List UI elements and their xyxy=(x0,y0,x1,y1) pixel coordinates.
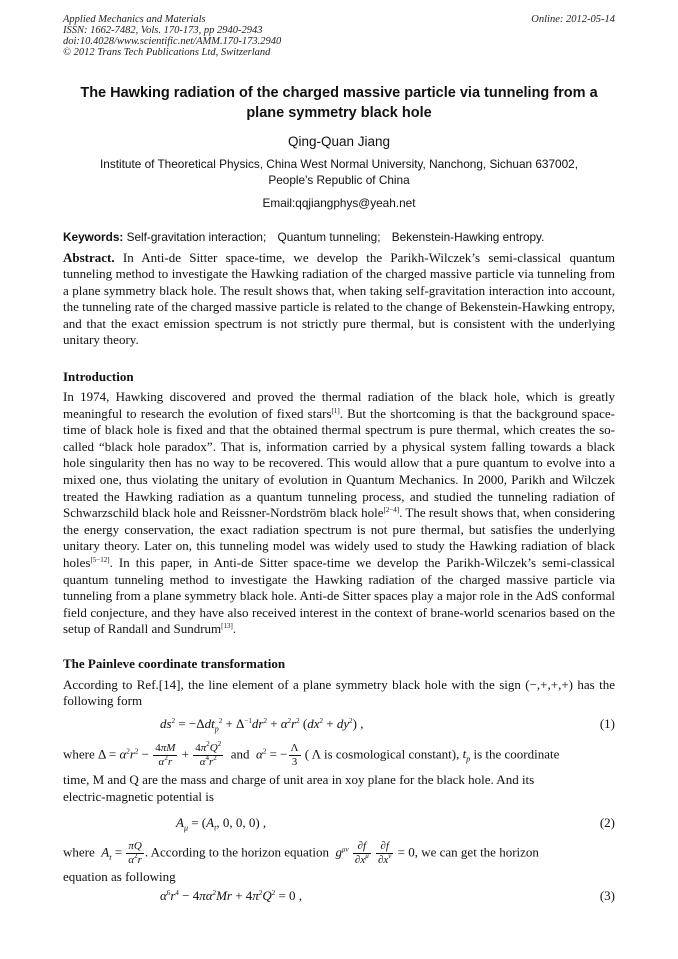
paper-title: The Hawking radiation of the charged massive particle via tunneling from a plane symmetry black hole xyxy=(80,85,598,121)
citation: [2−4] xyxy=(383,506,400,515)
keyword: Quantum tunneling; xyxy=(277,230,381,244)
abstract-text: In Anti-de Sitter space-time, we develop the Parikh-Wilczek’s semi-classical quantum tunneling method to investigate the Hawking radiation of the charged massive particle via tunneling from a plane symmetry black hole. The result shows that, when taking self-gravitation interaction into account, the tunneling rate of the charged massive particle is related to the change of Bekenstein-Hawking entropy, and that the exact emission spectrum is not strictly pure thermal, but is consistent with the underlying unitary theory. xyxy=(63,250,615,348)
author-email: Email:qqjiangphys@yeah.net xyxy=(262,196,416,210)
intro-text: . In this paper, in Anti-de Sitter space-time we develop the Parikh-Wilczek’s semi-classical quantum tunneling method to investigate the Hawking radiation of the charged massive particle via tunneling from a plane symmetry black hole. Anti-de Sitter spaces play a major role in the AdS conformal field conjecture, and they have also received interest in the context of brane-world scenarios based on the setup of Randall and Sundrum xyxy=(63,554,615,637)
equation-2: $A_\mu = (A_t$, 0, 0, 0) , xyxy=(176,815,267,833)
intro-text: . But the shortcoming is that the background space-time of black hole is fixed and that the obtained thermal spectrum is pure thermal, which creates the so-called “black hole paradox”. That is, information carried by a physical system falling towards a black hole singularity then has no way to be recovered. This would allow that a pure quantum to evolve into a mixed one, thus violating the unitary of evolution in Quantum Mechanics. In 2000, Parikh and Wilczek treated the Hawking radiation as a quantum tunneling process, and studied the tunneling radiation of Schwarzschild black hole and Reissner-Nordström black hole xyxy=(63,405,615,521)
keyword: Bekenstein-Hawking entropy. xyxy=(391,230,545,244)
abstract-label: Abstract. xyxy=(63,250,115,265)
equation-1: $ds^2 = -\Delta dt_p^2 + \Delta^{-1}dr^2 + \alpha^2r^2$ $(dx^2 + dy^2)$ , xyxy=(160,716,364,734)
equation-number: (1) xyxy=(599,716,615,731)
journal-header xyxy=(63,14,281,58)
affiliation-line: Institute of Theoretical Physics, China West Normal University, Nanchong, Sichuan 637002, xyxy=(99,157,578,171)
section-heading-painleve: The Painleve coordinate transformation xyxy=(63,656,286,671)
section-heading-introduction: Introduction xyxy=(63,369,134,384)
painleve-paragraph: According to Ref.[14], the line element of a plane symmetry black hole with the sign (−,+,+,+) has the following form xyxy=(63,677,615,709)
copyright-line: © 2012 Trans Tech Publications Ltd, Switzerland xyxy=(63,47,271,58)
affiliation-line: People's Republic of China xyxy=(268,172,410,187)
introduction-paragraph xyxy=(63,389,615,638)
where-text: , we can get the horizon xyxy=(414,844,539,860)
equation-3: $\alpha^6r^4 - 4\pi\alpha^2Mr + 4\pi^2Q^2 = 0$ , xyxy=(160,888,303,903)
affiliation xyxy=(63,157,615,188)
journal-name: Applied Mechanics and Materials xyxy=(63,14,206,25)
doi-line: doi:10.4028/www.scientific.net/AMM.170-173.2940 xyxy=(63,36,282,47)
keyword: Self-gravitation interaction; xyxy=(126,230,267,244)
where-line-4: where $A_t$ = $\frac{\pi Q}{\alpha^2r}$ . According to the horizon equation $g^{\mu\nu}$ $\frac{\partial f}{\partial x^\mu}$ $\frac{\partial f}{\partial x^\nu}$ = 0, we can get the horizon xyxy=(63,840,539,866)
online-date: Online: 2012-05-14 xyxy=(531,14,615,25)
where-text: and xyxy=(230,746,250,762)
intro-text: . The result shows that, when considering the energy conservation, the exact radiation spectrum is not pure thermal, but satisfies the underlying unitary theory. Later on, this tunneling model was widely used to study the Hawking radiation of black holes xyxy=(63,505,615,570)
where-text: ( Λ is cosmological constant), xyxy=(304,746,460,762)
where-line-2: time, M and Q are the mass and charge of unit area in xoy plane for the black hole. And its xyxy=(63,772,535,787)
where-line-1: where $\Delta = \alpha^2r^2$ − $\frac{4\pi M}{\alpha^2r}$ + $\frac{4\pi^2Q^2}{\alpha^4r^2}$ and $\alpha^2$ = − $\frac{\Lambda}{3}$ ( Λ is cosmological constant), $t_p$ is the coordinate xyxy=(63,740,560,768)
where-text: . According to the horizon equation xyxy=(144,844,329,860)
keywords xyxy=(63,230,615,244)
where-text: is the coordinate xyxy=(473,746,560,762)
issn-line: ISSN: 1662-7482, Vols. 170-173, pp 2940-2943 xyxy=(63,25,263,36)
citation: [13] xyxy=(221,622,233,631)
intro-text: . xyxy=(232,621,237,637)
equation-number: (2) xyxy=(599,815,615,830)
where-line-3: electric-magnetic potential is xyxy=(63,789,214,804)
citation: [5−12] xyxy=(90,555,110,564)
citation: [1] xyxy=(331,406,340,415)
abstract xyxy=(63,250,615,348)
where-text: where xyxy=(63,746,95,762)
equation-number: (3) xyxy=(599,888,615,903)
intro-text: In 1974, Hawking discovered and proved the thermal radiation of the black hole, which is greatly meaningful to research the evolution of fixed stars xyxy=(63,389,615,421)
where-text: where xyxy=(63,844,95,860)
author-name: Qing-Quan Jiang xyxy=(287,134,391,149)
keywords-label: Keywords: xyxy=(63,230,124,244)
where-line-5: equation as following xyxy=(63,869,176,884)
